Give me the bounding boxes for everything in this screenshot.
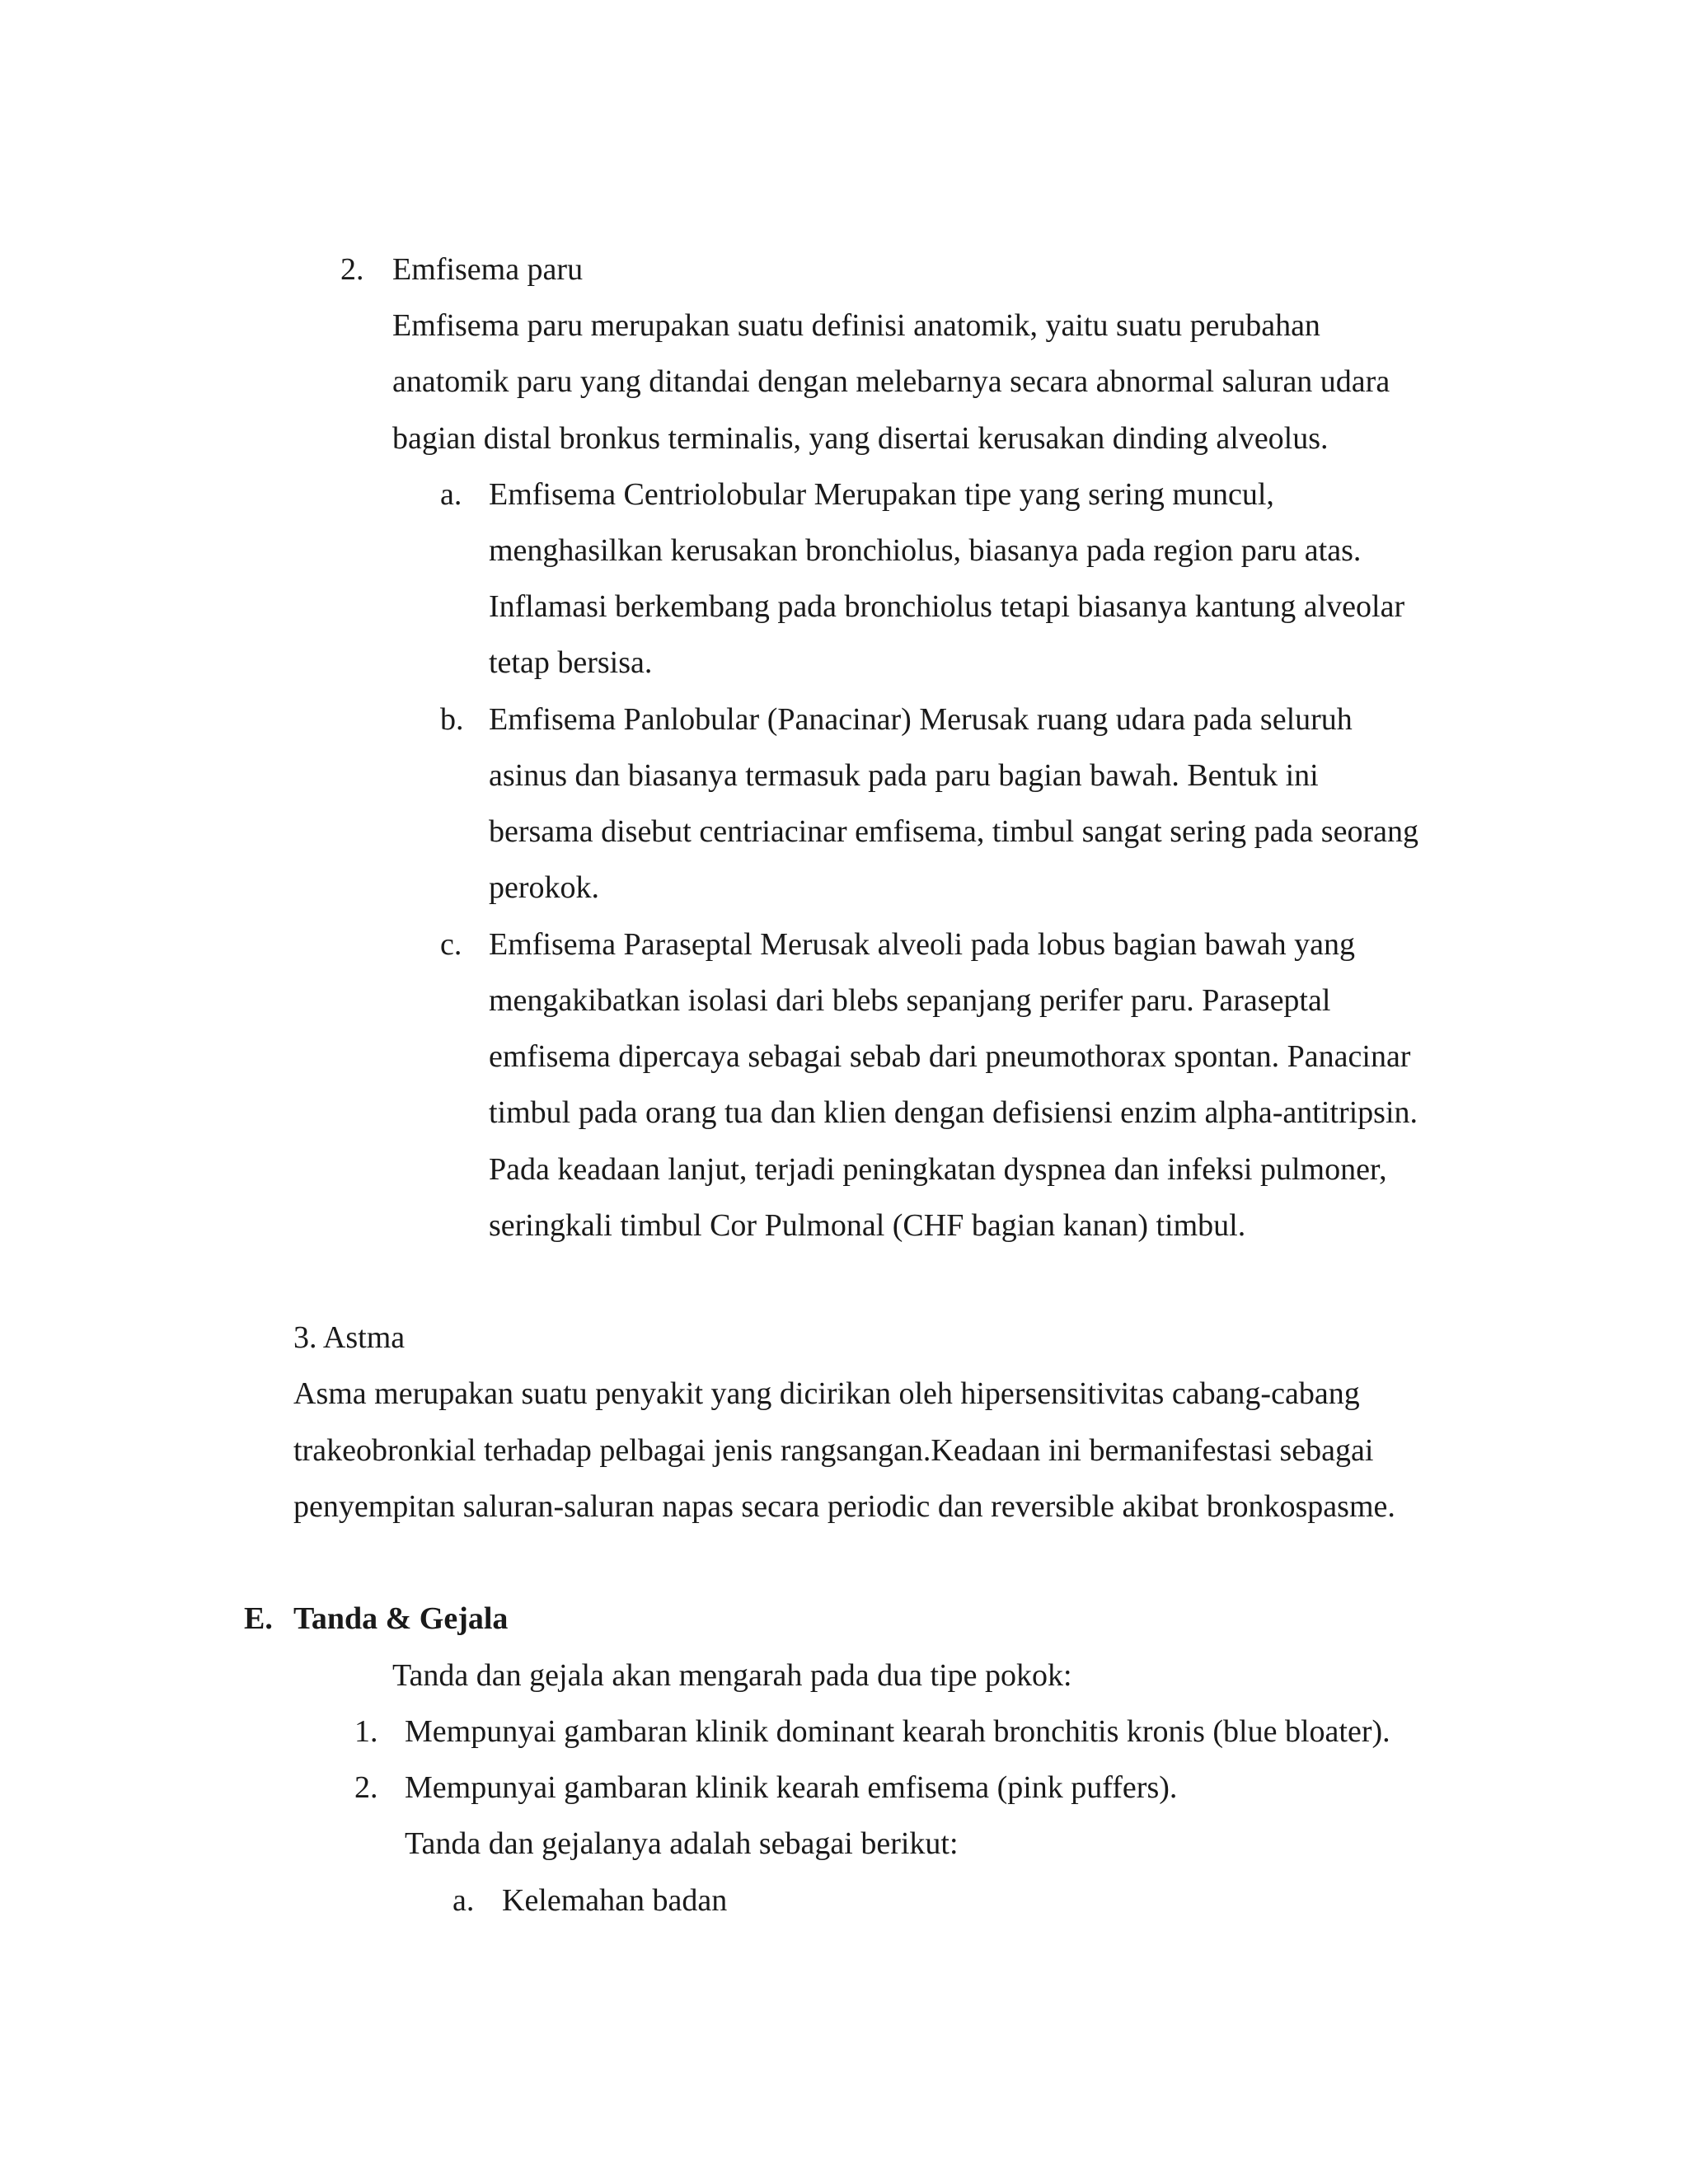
list-item-line: seringkali timbul Cor Pulmonal (CHF bagian kanan) timbul. [489, 1208, 1246, 1243]
section-3-title: 3. Astma [293, 1320, 406, 1355]
list-item-line: timbul pada orang tua dan klien dengan defisiensi enzim alpha-antitripsin. [489, 1095, 1418, 1130]
list-item-line: emfisema dipercaya sebagai sebab dari pneumothorax spontan. Panacinar [489, 1039, 1411, 1074]
section-2-number: 2. [340, 252, 364, 287]
list-item-line: Emfisema Paraseptal Merusak alveoli pada lobus bagian bawah yang [489, 927, 1355, 962]
list-marker: a. [440, 477, 462, 512]
section-3-line: trakeobronkial terhadap pelbagai jenis rangsangan.Keadaan ini bermanifestasi sebagai [293, 1433, 1374, 1468]
section-2-intro-line: anatomik paru yang ditandai dengan melebarnya secara abnormal saluran udara [392, 364, 1390, 399]
list-marker: a. [452, 1883, 475, 1918]
section-2-intro-line: bagian distal bronkus terminalis, yang disertai kerusakan dinding alveolus. [392, 421, 1329, 456]
list-item-line: asinus dan biasanya termasuk pada paru bagian bawah. Bentuk ini [489, 758, 1319, 793]
section-e-marker: E. [244, 1601, 273, 1636]
list-item-line: perokok. [489, 870, 600, 905]
list-item-line: Pada keadaan lanjut, terjadi peningkatan dyspnea dan infeksi pulmoner, [489, 1152, 1387, 1187]
list-item-line: menghasilkan kerusakan bronchiolus, biasanya pada region paru atas. [489, 533, 1362, 568]
list-item-line: bersama disebut centriacinar emfisema, timbul sangat sering pada seorang [489, 814, 1418, 849]
section-2-intro-line: Emfisema paru merupakan suatu definisi anatomik, yaitu suatu perubahan [392, 308, 1320, 343]
list-item-line: Emfisema Panlobular (Panacinar) Merusak ruang udara pada seluruh [489, 702, 1353, 737]
list-item-line: tetap bersisa. [489, 645, 653, 680]
list-item-line: Emfisema Centriolobular Merupakan tipe yang sering muncul, [489, 477, 1274, 512]
list-item-line: Inflamasi berkembang pada bronchiolus tetapi biasanya kantung alveolar [489, 589, 1405, 624]
section-e-intro: Tanda dan gejala akan mengarah pada dua tipe pokok: [392, 1658, 1072, 1693]
list-marker: 2. [354, 1770, 378, 1805]
section-e-heading: Tanda & Gejala [293, 1601, 509, 1636]
list-marker: 1. [354, 1714, 378, 1749]
list-item-line: Kelemahan badan [502, 1883, 728, 1918]
section-3-line: Asma merupakan suatu penyakit yang dicirikan oleh hipersensitivitas cabang-cabang [293, 1376, 1360, 1411]
section-3-line: penyempitan saluran-saluran napas secara periodic dan reversible akibat bronkospasme. [293, 1489, 1395, 1524]
list-item-line: Mempunyai gambaran klinik kearah emfisema (pink puffers). [405, 1770, 1178, 1805]
list-item-line: Mempunyai gambaran klinik dominant kearah bronchitis kronis (blue bloater). [405, 1714, 1390, 1749]
section-e-sub-intro: Tanda dan gejalanya adalah sebagai berikut: [405, 1826, 959, 1861]
list-item-line: mengakibatkan isolasi dari blebs sepanjang perifer paru. Paraseptal [489, 983, 1331, 1018]
section-2-title: Emfisema paru [392, 252, 584, 287]
list-marker: c. [440, 927, 462, 962]
list-marker: b. [440, 702, 464, 737]
